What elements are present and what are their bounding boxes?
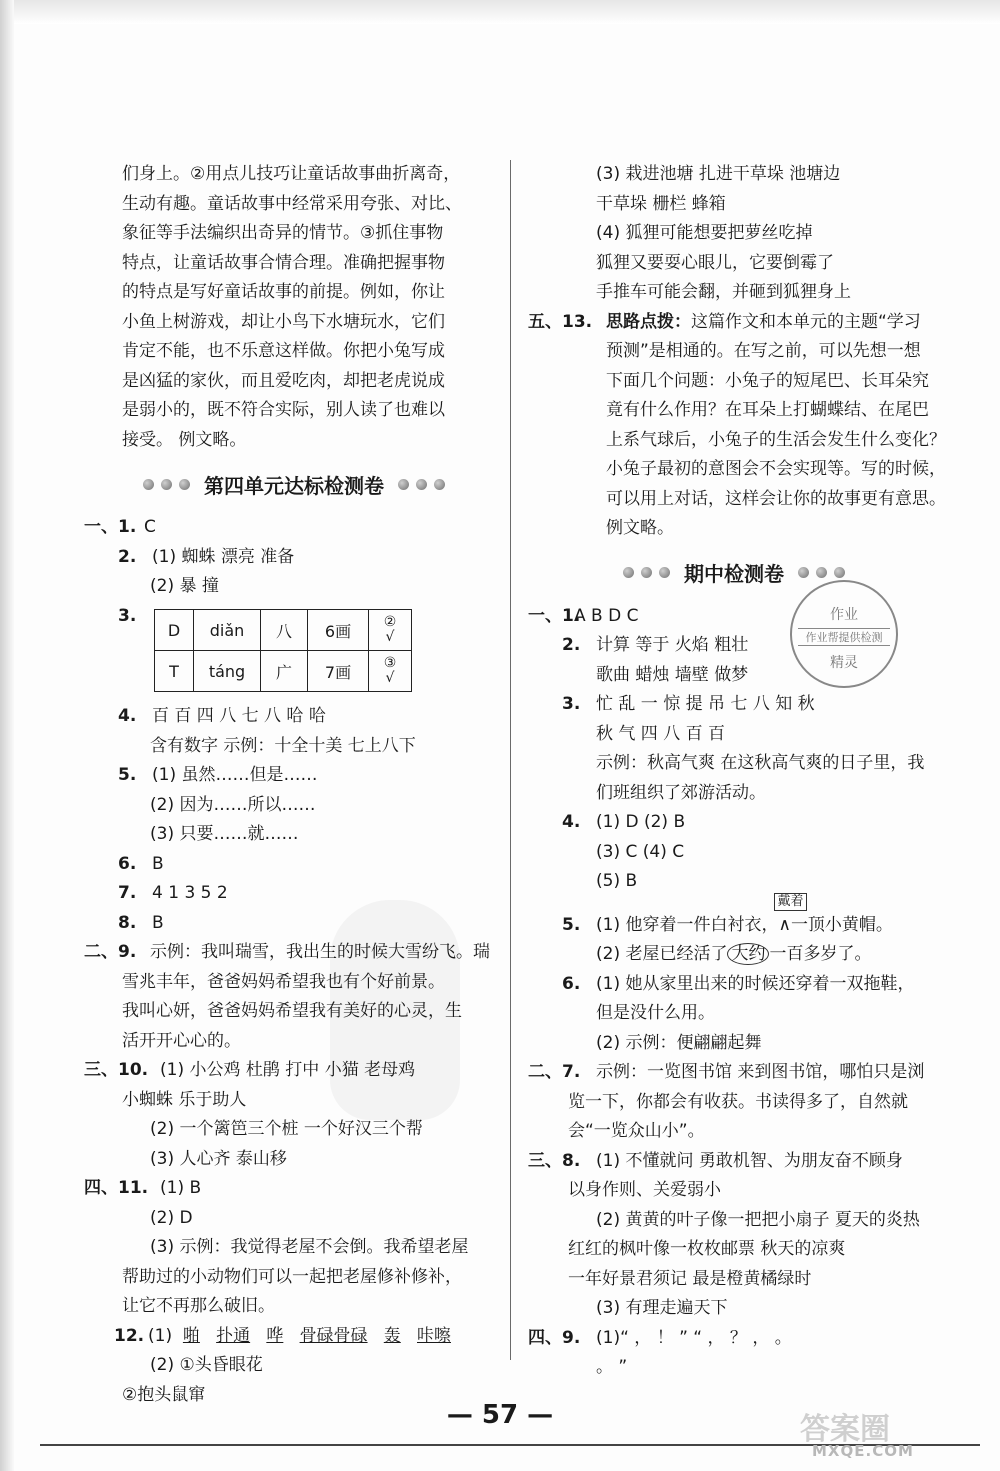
question-9-line: 我叫心妍，爸爸妈妈希望我有美好的心灵，生 bbox=[122, 1001, 462, 1021]
circled-word: 大约 bbox=[727, 943, 769, 965]
question-5-part: (3) 只要……就…… bbox=[150, 824, 299, 844]
section-title-midterm: 期中检测卷 bbox=[528, 544, 940, 602]
midterm-q2: 2. 计算 等于 火焰 粗壮 bbox=[562, 635, 749, 655]
page-number: — 57 — bbox=[446, 1400, 554, 1430]
left-column bbox=[84, 160, 504, 1410]
table-row: T táng 广 7画 ③ √ bbox=[155, 651, 412, 692]
answer-line: 狐狸又要耍心眼儿，它要倒霉了 bbox=[596, 252, 834, 273]
midterm-q3-line: 示例：秋高气爽 在这秋高气爽的日子里，我 bbox=[596, 753, 925, 773]
right-column bbox=[528, 160, 946, 1383]
question-9-line: 活开开心心的。 bbox=[122, 1030, 241, 1051]
question-1: 一、1. C bbox=[84, 517, 156, 537]
midterm-q5: 5. (1) 他穿着一件白衬衣， 戴着 ∧一顶小黄帽。 bbox=[562, 893, 893, 935]
stamp-seal: 作业 作业帮提供检测 精灵 bbox=[790, 580, 898, 688]
question-11-part: (3) 示例：我觉得老屋不会倒。我希望老屋 bbox=[150, 1237, 469, 1257]
midterm-q8-line: 一年好景君须记 最是橙黄橘绿时 bbox=[568, 1268, 812, 1289]
midterm-q2-line: 歌曲 蜡烛 墙壁 做梦 bbox=[596, 664, 749, 685]
answer-line: 手推车可能会翻，并砸到狐狸身上 bbox=[596, 282, 851, 302]
onomatopoeia-word: 骨碌骨碌 bbox=[299, 1325, 368, 1346]
question-12: 12. (1) 啪 扑通 哗 骨碌骨碌 轰 咔嚓 bbox=[114, 1325, 451, 1346]
intro-line: 生动有趣。童话故事中经常采用夸张、对比、 bbox=[122, 193, 462, 214]
question-11-line: 帮助过的小动物们可以一起把老屋修补修补， bbox=[122, 1266, 462, 1287]
scan-left-edge bbox=[0, 0, 14, 1471]
midterm-q6-line: (2) 示例：便翩翩起舞 bbox=[596, 1032, 762, 1053]
midterm-q4: 4. (1) D (2) B bbox=[562, 812, 686, 832]
watermark-url: MXQE.COM bbox=[812, 1442, 914, 1460]
watermark-logo: 答案圈 bbox=[800, 1412, 890, 1447]
decor-dots-right bbox=[398, 479, 445, 490]
midterm-q8-line: 以身作则、关爱弱小 bbox=[568, 1180, 721, 1200]
midterm-q7: 二、7. 示例：一览图书馆 来到图书馆，哪怕只是浏 bbox=[528, 1062, 925, 1082]
decor-dots-right bbox=[798, 567, 845, 578]
question-13-line: 上系气球后，小兔子的生活会发生什么变化？ bbox=[606, 429, 946, 450]
intro-line: 的特点是写好童话故事的前提。例如，你让 bbox=[122, 282, 445, 302]
insertion-mark: 戴着 bbox=[774, 893, 806, 911]
midterm-q4-line: (5) B bbox=[596, 871, 638, 891]
intro-line: 们身上。②用点儿技巧让童话故事曲折离奇， bbox=[122, 164, 461, 184]
question-2-part: (2) 暴 撞 bbox=[150, 576, 219, 596]
onomatopoeia-word: 轰 bbox=[383, 1325, 401, 1346]
midterm-q8-line: (2) 黄黄的叶子像一把把小扇子 夏天的炎热 bbox=[596, 1209, 920, 1230]
midterm-q5-line: (2) 老屋已经活了 大约 一百多岁了。 bbox=[596, 944, 872, 964]
question-13-line: 小兔子最初的意图会不会实现等。写的时候， bbox=[606, 459, 946, 479]
question-9-line: 雪兆丰年，爸爸妈妈希望我也有个好前景。 bbox=[122, 971, 445, 992]
question-11-part: (2) D bbox=[150, 1207, 193, 1228]
question-13-line: 例文略。 bbox=[606, 518, 674, 538]
question-12-part: (2) ①头昏眼花 bbox=[150, 1355, 263, 1375]
question-11-line: 让它不再那么破旧。 bbox=[122, 1296, 275, 1316]
question-13-line: 预测”是相通的。在写之前，可以先想一想 bbox=[606, 341, 921, 361]
question-9: 二、9. 示例：我叫瑞雪，我出生的时候大雪纷飞。瑞 bbox=[84, 942, 490, 962]
column-divider bbox=[510, 160, 511, 1360]
midterm-q9-line: 。 ” bbox=[596, 1357, 628, 1377]
question-4-part: 含有数字 示例：十全十美 七上八下 bbox=[150, 735, 416, 756]
section-title-unit4: 第四单元达标检测卷 bbox=[84, 455, 504, 513]
intro-line: 接受。 例文略。 bbox=[122, 429, 247, 450]
question-7: 7. 4 1 3 5 2 bbox=[118, 883, 228, 903]
onomatopoeia-word: 啪 bbox=[182, 1325, 200, 1346]
midterm-q8: 三、8. (1) 不懂就问 勇敢机智、为朋友奋不顾身 bbox=[528, 1150, 903, 1171]
question-10-line: 小蜘蛛 乐于助人 bbox=[122, 1089, 247, 1110]
question-8: 8. B bbox=[118, 912, 164, 933]
intro-line: 是凶猛的家伙，而且爱吃肉，却把老虎说成 bbox=[122, 370, 445, 391]
table-row: D diǎn 八 6画 ② √ bbox=[155, 610, 412, 651]
onomatopoeia-word: 哗 bbox=[266, 1325, 284, 1346]
question-10-part: (2) 一个篱笆三个桩 一个好汉三个帮 bbox=[150, 1119, 423, 1139]
intro-line: 小鱼上树游戏，却让小鸟下水塘玩水，它们 bbox=[122, 311, 445, 332]
scan-top-shade bbox=[0, 0, 1000, 24]
midterm-q3-line: 秋 气 四 八 百 百 bbox=[596, 723, 726, 744]
midterm-q6-line: 但是没什么用。 bbox=[596, 1003, 715, 1023]
question-10: 三、10. (1) 小公鸡 杜鹃 打中 小猫 老母鸡 bbox=[84, 1060, 416, 1080]
question-13-line: 可以用上对话，这样会让你的故事更有意思。 bbox=[606, 488, 946, 509]
answer-line: (3) 栽进池塘 扎进干草垛 池塘边 bbox=[596, 164, 841, 184]
midterm-q9: 四、9. (1)“ ， ！ ” “ ， ？ ， 。 bbox=[528, 1327, 792, 1348]
question-4: 4. 百 百 四 八 七 八 哈 哈 bbox=[118, 706, 326, 726]
midterm-q7-line: 览一下，你都会有收获。书读得多了，自然就 bbox=[568, 1091, 908, 1112]
midterm-q8-line: 红红的枫叶像一枚枚邮票 秋天的凉爽 bbox=[568, 1239, 846, 1259]
midterm-q4-line: (3) C (4) C bbox=[596, 841, 685, 862]
decor-dots-left bbox=[143, 479, 190, 490]
midterm-q1: 一、1.A B D C bbox=[528, 605, 639, 626]
question-6: 6. B bbox=[118, 853, 164, 874]
answer-line: 干草垛 栅栏 蜂箱 bbox=[596, 193, 726, 214]
intro-line: 特点，让童话故事合情合理。准确把握事物 bbox=[122, 252, 445, 273]
intro-line: 肯定不能，也不乐意这样做。你把小兔写成 bbox=[122, 341, 445, 361]
midterm-q7-line: 会“一览众山小”。 bbox=[568, 1121, 705, 1141]
question-10-part: (3) 人心齐 泰山移 bbox=[150, 1148, 287, 1169]
question-12-line: ②抱头鼠窜 bbox=[122, 1384, 206, 1405]
onomatopoeia-word: 咔嚓 bbox=[417, 1325, 451, 1346]
midterm-q3: 3. 忙 乱 一 惊 提 吊 七 八 知 秋 bbox=[562, 694, 815, 714]
question-5: 5. (1) 虽然……但是…… bbox=[118, 765, 318, 785]
answer-line: (4) 狐狸可能想要把萝丝吃掉 bbox=[596, 223, 813, 243]
question-13-line: 下面几个问题：小兔子的短尾巴、长耳朵究 bbox=[606, 370, 929, 391]
question-3: 3. bbox=[118, 605, 137, 626]
intro-line: 象征等手法编织出奇异的情节。③抓住事物 bbox=[122, 223, 444, 243]
question-13: 五、13. 思路点拨：这篇作文和本单元的主题“学习 bbox=[528, 311, 921, 332]
question-13-line: 竟有什么作用？在耳朵上打蝴蝶结、在尾巴 bbox=[606, 400, 929, 420]
midterm-q8-line: (3) 有理走遍天下 bbox=[596, 1298, 728, 1318]
onomatopoeia-word: 扑通 bbox=[216, 1325, 251, 1346]
question-5-part: (2) 因为……所以…… bbox=[150, 794, 316, 815]
midterm-q6: 6. (1) 她从家里出来的时候还穿着一双拖鞋， bbox=[562, 973, 915, 994]
decor-dots-left bbox=[623, 567, 670, 578]
question-11: 四、11. (1) B bbox=[84, 1178, 202, 1198]
midterm-q3-line: 们班组织了郊游活动。 bbox=[596, 782, 766, 803]
question-2: 2. (1) 蜘蛛 漂亮 准备 bbox=[118, 546, 295, 567]
intro-line: 是弱小的，既不符合实际，别人读了也难以 bbox=[122, 400, 445, 420]
